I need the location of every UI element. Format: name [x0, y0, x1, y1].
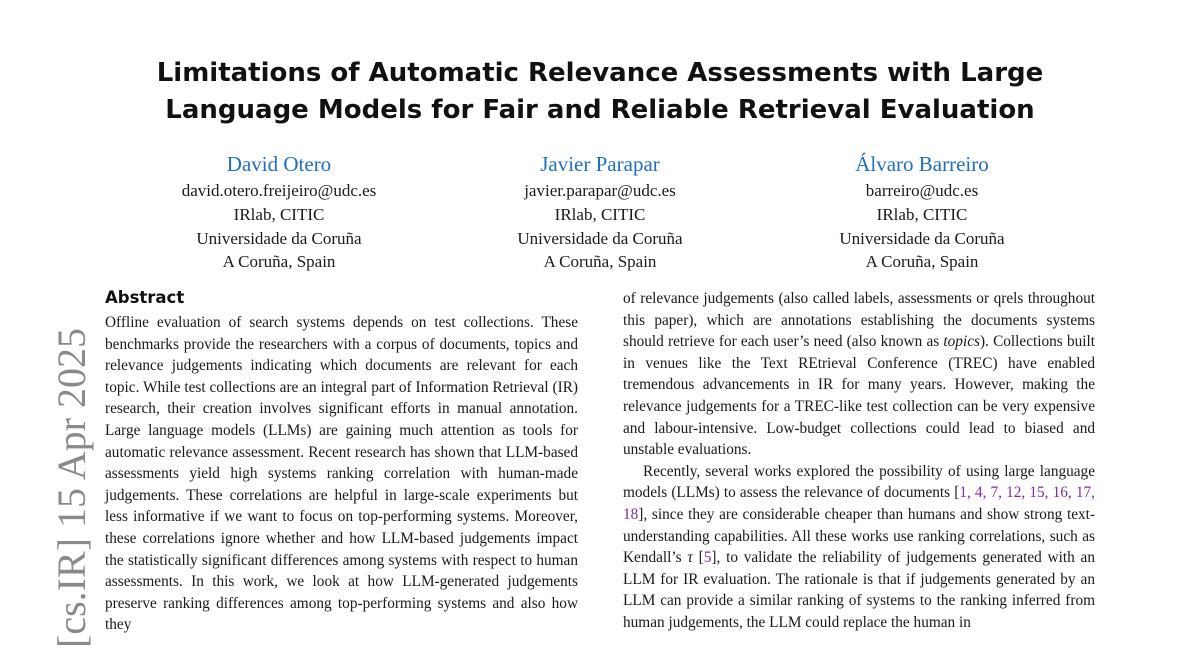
- abstract-heading: Abstract: [105, 288, 185, 307]
- title-line-1: Limitations of Automatic Relevance Assessments with Large: [156, 58, 1044, 88]
- tau-symbol: τ: [687, 549, 693, 567]
- text-run: ], since they are considerable cheaper than humans and show strong text-understanding capabilities. All these works use ranking correlations, such as Kendall’s: [623, 505, 1095, 567]
- text-run: [: [692, 549, 704, 567]
- intro-paragraph-2: [623, 461, 1095, 634]
- author-email: javier.parapar@udc.es: [524, 181, 676, 200]
- author-location: A Coruña, Spain: [543, 252, 657, 272]
- text-run: of relevance judgements (also called labels, assessments or qrels throughout this paper), which are annotations establishing the documents systems should retrieve for each user’s need (also known as: [623, 290, 1095, 351]
- author-university: Universidade da Coruña: [196, 228, 362, 248]
- abstract-text: Offline evaluation of search systems depends on test collections. These benchmarks provide the researchers with a corpus of documents, topics and relevance judgements indicating which documents are relevant for each topic. While test collections are an integral part of Information Retrieval (IR) research, their creation involves significant efforts in manual annotation. Large language models (LLMs) are gaining much attention as tools for automatic relevance assessment. Recent research has shown that LLM-based assessments yield high systems ranking correlation with human-made judgements. These correlations are helpful in large-scale experiments but less informative if we want to focus on top-performing systems. Moreover, these correlations ignore whether and how LLM-based judgements impact the statistically significant differences among systems with respect to human assessments. In this work, we look at how LLM-generated judgements preserve ranking differences among top-performing systems and also how they: [105, 314, 578, 634]
- intro-column: [623, 288, 1095, 634]
- text-run: ], to validate the reliability of judgements generated with an LLM for IR evaluation. The rationale is that if judgements generated by an LLM can provide a similar ranking of systems to the ranking inferred from human judgements, the LLM could replace the human in: [623, 549, 1095, 631]
- intro-paragraph-1: [623, 288, 1095, 461]
- author-1: [119, 150, 439, 274]
- author-location: A Coruña, Spain: [865, 252, 979, 272]
- author-university: Universidade da Coruña: [839, 228, 1005, 248]
- author-email: barreiro@udc.es: [865, 181, 979, 200]
- author-name[interactable]: David Otero: [226, 152, 332, 176]
- author-email: david.otero.freijeiro@udc.es: [181, 181, 377, 200]
- author-lab: IRlab, CITIC: [554, 204, 646, 224]
- paper-title: [0, 55, 1200, 129]
- author-university: Universidade da Coruña: [517, 228, 683, 248]
- text-run: ). Collections built in venues like the Text REtrieval Conference (TREC) have enabled tremendous advancements in IR for many years. However, making the relevance judgements for a TREC-like test collection can be very expensive and labour-intensive. Low-budget collections could lead to biased and unstable evaluations.: [623, 333, 1095, 459]
- abstract-column: [105, 287, 578, 636]
- author-name[interactable]: Javier Parapar: [540, 152, 660, 176]
- author-lab: IRlab, CITIC: [233, 204, 325, 224]
- citation-link[interactable]: 1, 4, 7, 12, 15, 16, 17, 18: [623, 484, 1095, 523]
- citation-link[interactable]: 5: [703, 549, 712, 567]
- arxiv-stamp: [cs.IR] 15 Apr 2025: [49, 328, 94, 648]
- author-location: A Coruña, Spain: [222, 252, 336, 272]
- author-lab: IRlab, CITIC: [876, 204, 968, 224]
- title-line-2: Language Models for Fair and Reliable Retrieval Evaluation: [165, 95, 1035, 125]
- author-block: [0, 150, 1200, 275]
- author-3: [762, 150, 1082, 274]
- text-run: Recently, several works explored the possibility of using large language models (LLMs) to assess the relevance of documents [: [623, 462, 1095, 502]
- emphasis-topics: topics: [943, 333, 980, 351]
- author-name[interactable]: Álvaro Barreiro: [855, 152, 989, 176]
- author-2: [440, 150, 760, 274]
